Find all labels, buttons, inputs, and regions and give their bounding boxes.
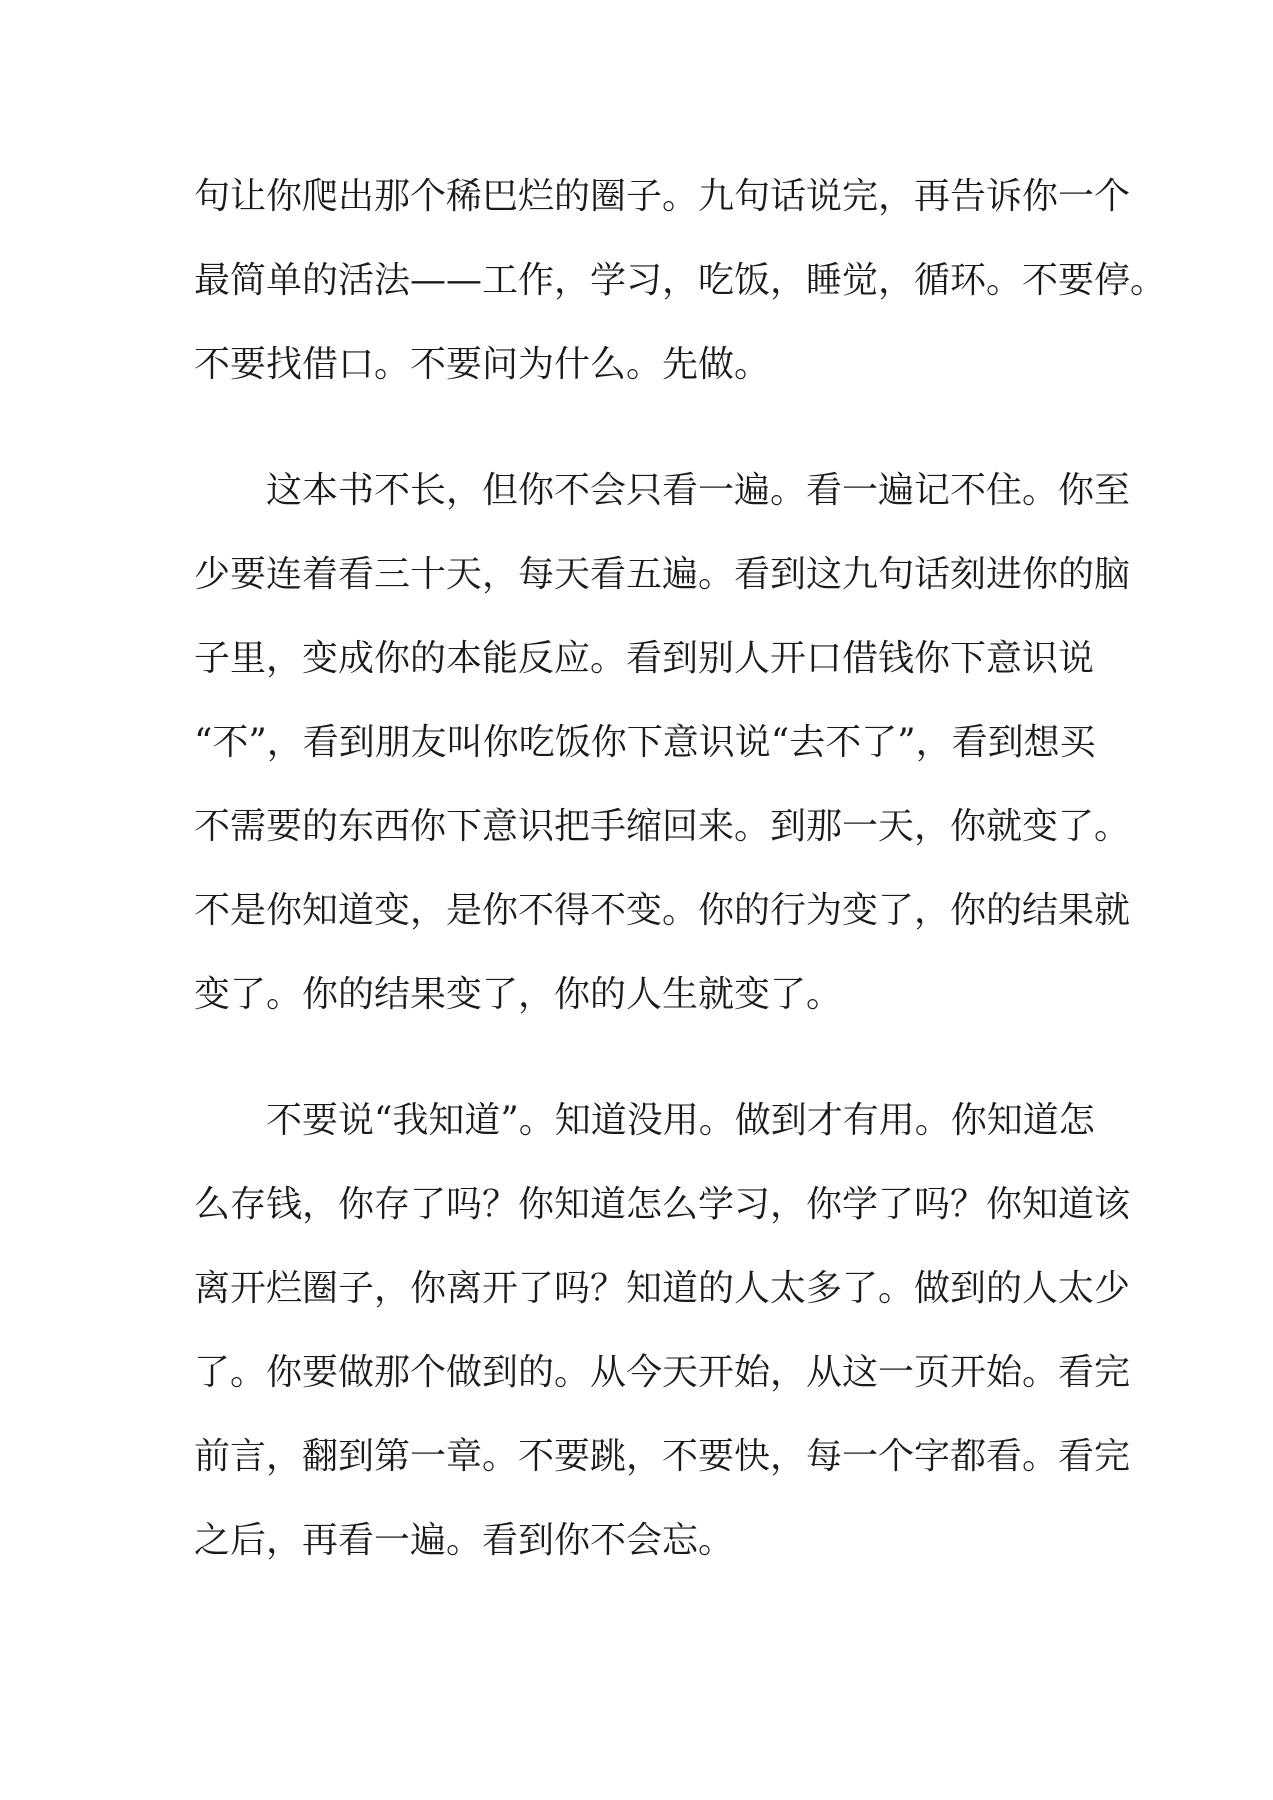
text-line: 句让你爬出那个稀巴烂的圈子。九句话说完，再告诉你一个	[194, 176, 1131, 217]
paragraph-3	[194, 1079, 1131, 1583]
text-line: 前言，翻到第一章。不要跳，不要快，每一个字都看。看完	[194, 1436, 1131, 1477]
text-line: 少要连着看三十天，每天看五遍。看到这九句话刻进你的脑	[194, 554, 1131, 595]
text-line: 这本书不长，但你不会只看一遍。看一遍记不住。你至	[266, 470, 1131, 511]
text-line: 变了。你的结果变了，你的人生就变了。	[194, 974, 843, 1015]
text-line: “不”，看到朋友叫你吃饭你下意识说“去不了”，看到想买	[194, 722, 1096, 763]
text-line: 不是你知道变，是你不得不变。你的行为变了，你的结果就	[194, 890, 1131, 931]
text-line: 离开烂圈子，你离开了吗？知道的人太多了。做到的人太少	[194, 1268, 1131, 1309]
text-line: 么存钱，你存了吗？你知道怎么学习，你学了吗？你知道该	[194, 1184, 1131, 1225]
body-text	[194, 155, 1167, 1583]
text-line: 不要说“我知道”。知道没用。做到才有用。你知道怎	[266, 1100, 1095, 1141]
text-line: 了。你要做那个做到的。从今天开始，从这一页开始。看完	[194, 1352, 1131, 1393]
paragraph-spacer	[194, 1037, 1094, 1079]
text-line: 不要找借口。不要问为什么。先做。	[194, 344, 771, 385]
text-line: 之后，再看一遍。看到你不会忘。	[194, 1520, 735, 1561]
text-line: 子里，变成你的本能反应。看到别人开口借钱你下意识说	[194, 638, 1095, 679]
paragraph-spacer	[194, 407, 1094, 449]
text-line: 不需要的东西你下意识把手缩回来。到那一天，你就变了。	[194, 806, 1131, 847]
paragraph-1	[194, 155, 1167, 407]
text-line: 最简单的活法——工作，学习，吃饭，睡觉，循环。不要停。	[194, 260, 1167, 301]
paragraph-2	[194, 449, 1131, 1037]
